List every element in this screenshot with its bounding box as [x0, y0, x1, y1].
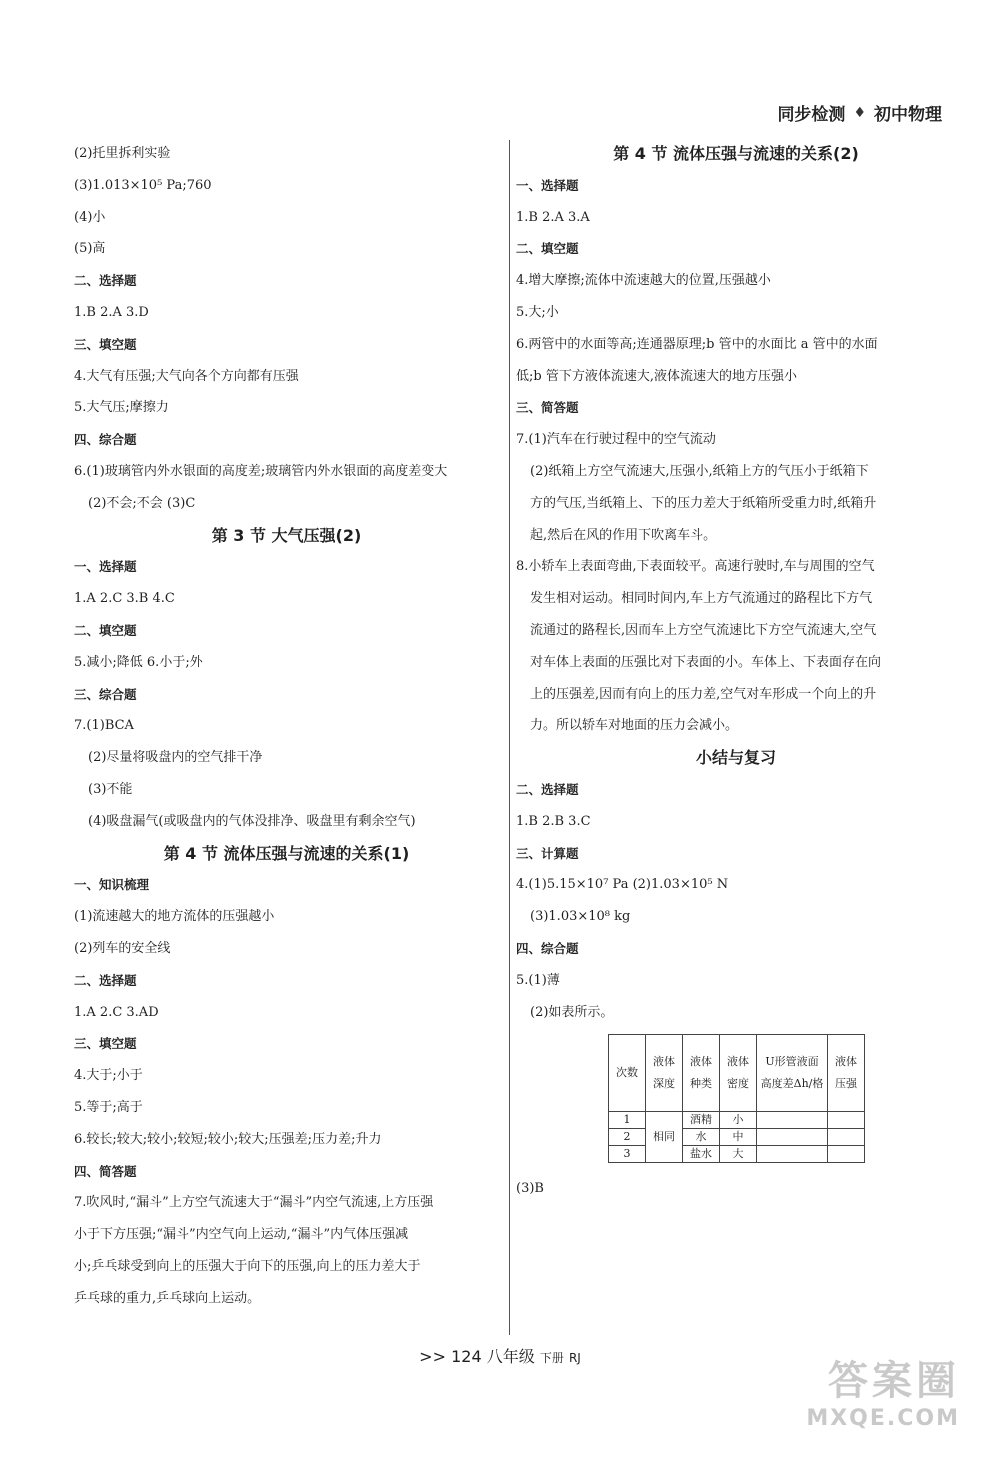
answer-line: (2)如表所示。 — [530, 1004, 614, 1020]
left-column — [74, 138, 499, 1314]
answer-line: 4.大于;小于 — [74, 1068, 143, 1084]
answer-line: 5.等于;高于 — [74, 1099, 143, 1115]
table-cell: 2 — [609, 1129, 646, 1146]
answer-line: (5)高 — [74, 241, 106, 257]
answer-line: 7.吹风时,“漏斗”上方空气流速大于“漏斗”内空气流速,上方压强 — [74, 1195, 434, 1211]
answer-line: 方的气压,当纸箱上、下的压力差大于纸箱所受重力时,纸箱升 — [530, 495, 877, 511]
answer-line: 5.大;小 — [516, 304, 559, 320]
answer-line: 5.减小;降低 6.小于;外 — [74, 654, 203, 670]
table-row — [609, 1112, 865, 1129]
column-divider — [509, 140, 510, 1335]
answer-line: 1.B 2.A 3.A — [516, 209, 590, 225]
answer-line: 上的压强差,因而有向上的压力差,空气对车形成一个向上的升 — [530, 686, 877, 702]
section-heading: 四、综合题 — [74, 432, 137, 448]
answer-line: (4)小 — [74, 209, 106, 225]
answer-line: 起,然后在风的作用下吹离车斗。 — [530, 527, 717, 543]
section-heading: 二、选择题 — [74, 972, 137, 988]
section-heading: 三、综合题 — [74, 686, 137, 702]
section-heading: 二、选择题 — [516, 781, 579, 797]
table-cell — [757, 1112, 828, 1129]
answer-line: 4.(1)5.15×10⁷ Pa (2)1.03×10⁵ N — [516, 877, 729, 893]
answer-line: 4.大气有压强;大气向各个方向都有压强 — [74, 368, 299, 384]
answer-line: 乒乓球的重力,乒乓球向上运动。 — [74, 1290, 261, 1306]
answer-line: 低;b 管下方液体流速大,液体流速大的地方压强小 — [516, 368, 797, 384]
table-cell: 盐水 — [683, 1146, 720, 1163]
answer-line: 5.(1)薄 — [516, 972, 560, 988]
section-title: 小结与复习 — [695, 748, 776, 768]
answer-line: (3)B — [516, 1181, 544, 1197]
page-number: 124 — [451, 1347, 482, 1366]
section-heading: 一、知识梳理 — [74, 877, 150, 893]
table-header-cell: 次数 — [609, 1035, 646, 1112]
table-cell: 中 — [720, 1129, 757, 1146]
footer-arrow: >> — [419, 1347, 446, 1366]
watermark — [806, 1349, 960, 1431]
section-heading: 三、填空题 — [74, 1036, 137, 1052]
page-header — [777, 100, 942, 125]
answer-line: (3)不能 — [88, 781, 133, 797]
answer-line: (4)吸盘漏气(或吸盘内的气体没排净、吸盘里有剩余空气) — [88, 813, 416, 829]
section-heading: 二、填空题 — [74, 622, 137, 638]
table-cell: 小 — [720, 1112, 757, 1129]
table-cell — [757, 1146, 828, 1163]
section-heading: 二、选择题 — [74, 273, 137, 289]
section-heading: 一、选择题 — [74, 559, 137, 575]
answer-line: 小;乒乓球受到向上的压强大于向下的压强,向上的压力差大于 — [74, 1258, 421, 1274]
answer-line: 6.(1)玻璃管内外水银面的高度差;玻璃管内外水银面的高度差变大 — [74, 463, 448, 479]
answer-line: (3)1.013×10⁵ Pa;760 — [74, 177, 212, 193]
answer-line: (2)尽量将吸盘内的空气排干净 — [88, 750, 263, 766]
table-cell: 酒精 — [683, 1112, 720, 1129]
grade-label: 八年级 — [486, 1347, 535, 1366]
table-header-cell: 液体种类 — [683, 1035, 720, 1112]
section-heading: 二、填空题 — [516, 241, 579, 257]
answer-line: 5.大气压;摩擦力 — [74, 400, 169, 416]
answer-line: 力。所以轿车对地面的压力会减小。 — [530, 718, 739, 734]
section-heading: 三、计算题 — [516, 845, 579, 861]
answer-line: 小于下方压强;“漏斗”内空气向上运动,“漏斗”内气体压强减 — [74, 1227, 409, 1243]
section-title: 第 4 节 流体压强与流速的关系(1) — [163, 843, 410, 863]
answer-line: (2)不会;不会 (3)C — [88, 495, 196, 511]
table-cell: 3 — [609, 1146, 646, 1163]
answer-line: 1.A 2.C 3.AD — [74, 1004, 159, 1020]
answer-line: 流通过的路程长,因而车上方空气流速比下方空气流速大,空气 — [530, 622, 877, 638]
table-header-cell: 液体压强 — [828, 1035, 865, 1112]
section-heading: 三、填空题 — [74, 336, 137, 352]
table-cell: 相同 — [646, 1112, 683, 1163]
table-cell: 大 — [720, 1146, 757, 1163]
right-column — [516, 138, 956, 1205]
table-header-cell: 液体密度 — [720, 1035, 757, 1112]
answer-line: 7.(1)BCA — [74, 718, 134, 734]
answer-line: 1.B 2.A 3.D — [74, 304, 149, 320]
section-heading: 四、综合题 — [516, 940, 579, 956]
table-cell — [828, 1146, 865, 1163]
section-title: 第 4 节 流体压强与流速的关系(2) — [613, 144, 859, 163]
answer-line: 6.较长;较大;较小;较短;较小;较大;压强差;压力差;升力 — [74, 1131, 382, 1147]
table-cell: 水 — [683, 1129, 720, 1146]
table-header-cell: U形管液面高度差Δh/格 — [757, 1035, 828, 1112]
table-cell — [828, 1129, 865, 1146]
table-header-cell: 液体深度 — [646, 1035, 683, 1112]
table-cell — [828, 1112, 865, 1129]
table-cell — [757, 1129, 828, 1146]
volume-label: 下册 — [539, 1351, 564, 1365]
answer-line: (2)列车的安全线 — [74, 940, 171, 956]
answer-line: (2)托里拆利实验 — [74, 146, 171, 161]
data-table — [608, 1034, 865, 1163]
answer-line: 7.(1)汽车在行驶过程中的空气流动 — [516, 432, 716, 448]
table-header-row — [609, 1035, 865, 1112]
lightbulb-icon: ♦ — [853, 104, 866, 121]
answer-line: 4.增大摩擦;流体中流速越大的位置,压强越小 — [516, 273, 771, 289]
answer-line: (3)1.03×10⁸ kg — [530, 909, 631, 925]
section-heading: 三、简答题 — [516, 400, 579, 416]
table-cell: 1 — [609, 1112, 646, 1129]
answer-line: 8.小轿车上表面弯曲,下表面较平。高速行驶时,车与周围的空气 — [516, 559, 875, 575]
answer-line: (2)纸箱上方空气流速大,压强小,纸箱上方的气压小于纸箱下 — [530, 463, 869, 479]
answer-line: (1)流速越大的地方流体的压强越小 — [74, 909, 275, 925]
answer-line: 6.两管中的水面等高;连通器原理;b 管中的水面比 a 管中的水面 — [516, 336, 878, 352]
watermark-site: MXQE.COM — [806, 1406, 960, 1431]
answer-line: 对车体上表面的压强比对下表面的小。车体上、下表面存在向 — [530, 654, 882, 670]
watermark-logo: 答案圈 — [828, 1358, 960, 1404]
answer-line: 1.A 2.C 3.B 4.C — [74, 591, 175, 607]
section-title: 第 3 节 大气压强(2) — [211, 525, 362, 545]
section-heading: 四、简答题 — [74, 1163, 137, 1179]
series-name: 同步检测 — [777, 105, 846, 125]
section-heading: 一、选择题 — [516, 177, 579, 193]
edition-label: RJ — [568, 1351, 581, 1365]
answer-line: 发生相对运动。相同时间内,车上方气流通过的路程比下方气 — [530, 591, 873, 607]
answer-line: 1.B 2.B 3.C — [516, 813, 591, 829]
subject-name: 初中物理 — [874, 105, 942, 125]
